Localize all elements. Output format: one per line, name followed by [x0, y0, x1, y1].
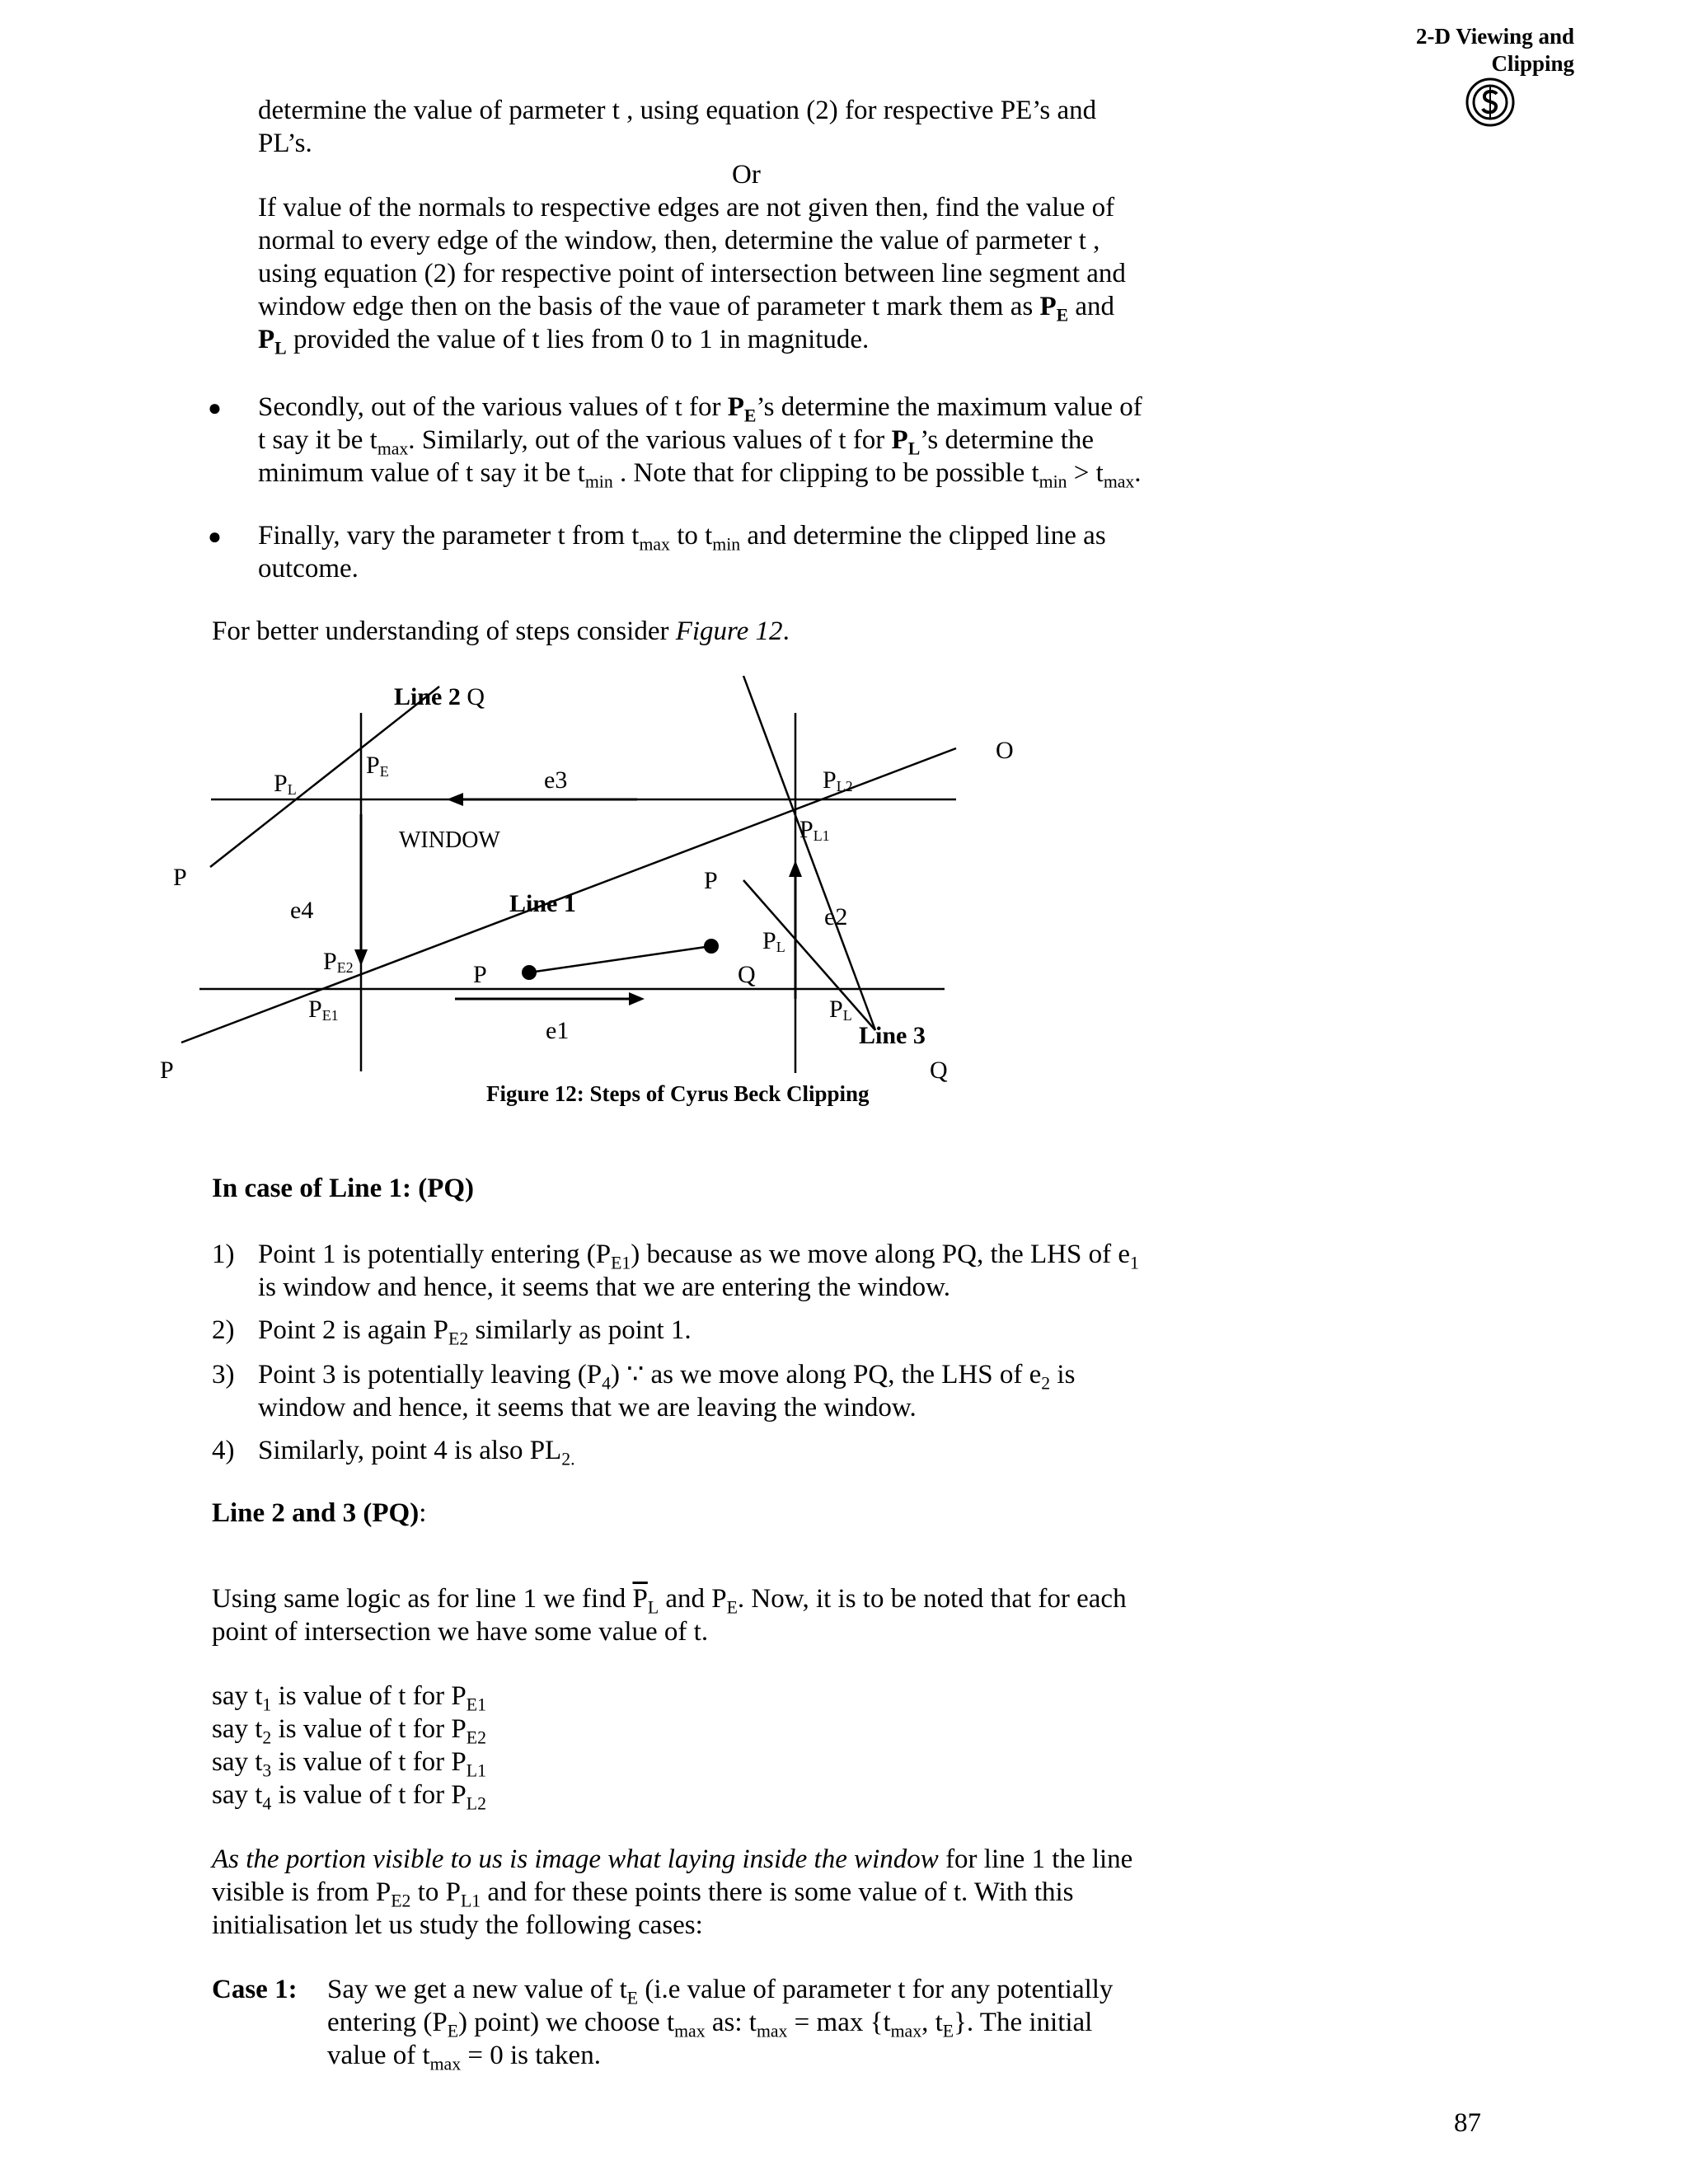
running-header: [1319, 23, 1574, 77]
case-line1-list: [212, 1238, 1201, 1479]
university-logo-icon: [1464, 76, 1517, 129]
label-pl-left: PL: [274, 770, 297, 798]
list-item: say $t_2$ is value of t for $P_{E2}$: [212, 1714, 486, 1748]
label-line3: Line 3: [859, 1022, 926, 1049]
label-pl2: PL2: [823, 766, 853, 794]
figure-caption: Figure 12: Steps of Cyrus Beck Clipping: [486, 1081, 870, 1106]
visible-paragraph: As the portion visible to us is image what laying inside the window for line 1 the line visible is from $P_{E2}$ to $P_{L1}$ and for these points there is some value of t. With this initialisation let us study the following cases:: [212, 1844, 1133, 1940]
label-pl-bottom: PL: [829, 996, 852, 1024]
label-o-right: O: [996, 737, 1014, 764]
list-item: 3) Point 3 is potentially leaving $(P_4)$ ∵ as we move along PQ, the LHS of $e_2$ is window and hence, it seems that we are leaving the window.: [212, 1360, 1076, 1422]
intro-para1: determine the value of parmeter t , using equation (2) for respective PE’s and PL’s.: [258, 96, 1097, 158]
label-pe2: PE2: [323, 948, 354, 976]
page-number: 87: [1454, 2108, 1481, 2138]
label-e3: e3: [544, 766, 568, 794]
list-item: say $t_3$ is value of t for $P_{L1}$: [212, 1747, 486, 1781]
bullet-1: Secondly, out of the various values of t for $P_E’s$ determine the maximum value of t say it be $t_{max}$. Similarly, out of the various values of t for $P_L’s$ determine the minimum value of t say it be $t_{min}$ . Note that for clipping to be possible $t_{min} > t_{max}$.: [258, 392, 1142, 492]
line-1-segment: [529, 946, 711, 972]
label-q-line1: Q: [738, 961, 756, 988]
list-item: 4) Similarly, point 4 is also $PL_{2.}$: [212, 1436, 575, 1469]
label-p-mid: P: [704, 867, 718, 894]
list-item: say $t_4$ is value of t for $P_{L2}$: [212, 1780, 486, 1814]
label-pe-top: PE: [366, 752, 389, 780]
line-1-end-point: [704, 939, 719, 954]
label-q-bottom: Q: [930, 1057, 948, 1084]
label-e1: e1: [546, 1017, 570, 1044]
label-pe1: PE1: [308, 996, 339, 1024]
intro-para2: If value of the normals to respective edges are not given then, find the value of normal to every edge of the window, then, determine the value of parmeter t , using equation (2) for respective point of intersection between line segment and window edge then on the basis of the vaue of parameter t mark them as $P_E$ and $P_L$ provided the value of t lies from 0 to 1 in magnitude.: [258, 193, 1126, 359]
bullet-2: Finally, vary the parameter t from $t_{max}$ to $t_{min}$ and determine the clipped line as outcome.: [258, 521, 1106, 583]
list-item: say $t_1$ is value of t for $P_{E1}$: [212, 1681, 486, 1715]
label-line2: Line 2 Q: [394, 683, 485, 710]
case1-text: Say we get a new value of $t_E$ (i.e value of parameter t for any potentially entering $(P_E)$ point) we choose $t_{max}$ as: $t_{max} = \max \{t_{max}$, $t_E$}. The initial value of $t_{max} = 0$ is taken.: [327, 1975, 1114, 2074]
figure-12-diagram: [148, 676, 1071, 1113]
label-p-bottom-left: P: [160, 1057, 174, 1084]
header-line1: 2-D Viewing and: [1415, 24, 1574, 49]
label-pl-mid: PL: [762, 927, 785, 955]
figure-intro: For better understanding of steps consider Figure 12.: [212, 616, 790, 646]
label-p-line1: P: [473, 961, 487, 988]
or-text: Or: [732, 160, 761, 190]
label-e2: e2: [824, 903, 848, 930]
label-line1: Line 1: [509, 890, 576, 917]
line-1-start-point: [522, 965, 537, 980]
label-pl1: PL1: [799, 816, 830, 844]
label-p-left: P: [173, 864, 187, 891]
case-line1-heading: In case of Line 1: (PQ): [212, 1174, 475, 1203]
label-e4: e4: [290, 897, 314, 924]
line23-paragraph: Using same logic as for line 1 we find $\overline{P}_L$ and $P_E$. Now, it is to be noted that for each point of intersection we have some value of t.: [212, 1584, 1127, 1647]
label-window: WINDOW: [399, 827, 500, 853]
header-line2: Clipping: [1491, 51, 1574, 76]
bullet-icon: ●: [208, 396, 222, 421]
list-item: 2) Point 2 is again $P_{E2}$ similarly as point 1.: [212, 1315, 692, 1349]
bullet-icon: ●: [208, 524, 222, 550]
list-item: 1) Point 1 is potentially entering $(P_{E1})$ because as we move along PQ, the LHS of $e_1$ is window and hence, it seems that we are entering the window.: [212, 1240, 1139, 1302]
line-3: [743, 676, 875, 1030]
say-list: [212, 1680, 486, 1814]
line23-heading: Line 2 and 3 (PQ):: [212, 1498, 427, 1528]
case1-label: Case 1:: [212, 1975, 298, 2004]
